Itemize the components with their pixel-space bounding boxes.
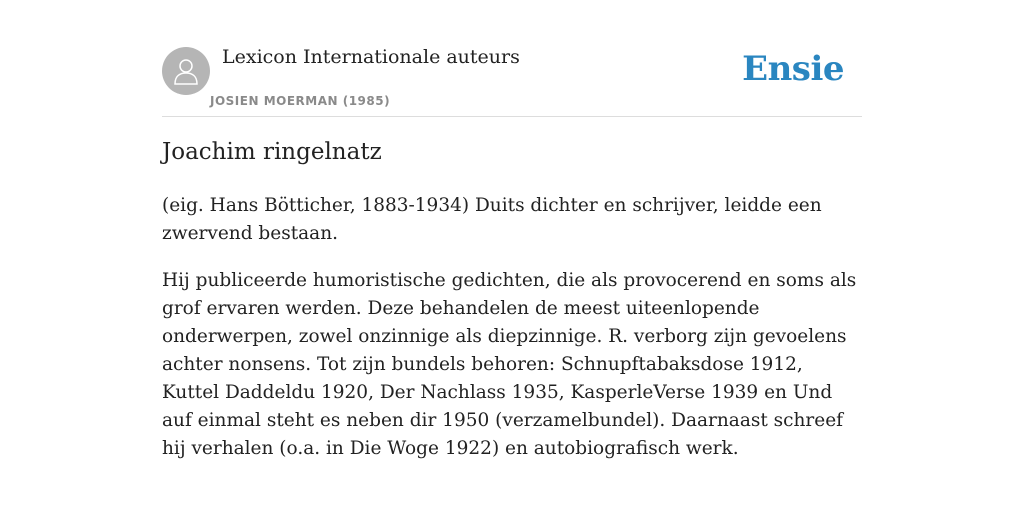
user-icon — [172, 56, 200, 86]
author-label[interactable]: JOSIEN MOERMAN (1985) — [210, 94, 391, 108]
article-title: Joachim ringelnatz — [162, 139, 382, 165]
article-paragraph-1: (eig. Hans Bötticher, 1883-1934) Duits dichter en schrijver, leidde een zwervend bestaan. — [162, 195, 822, 244]
avatar[interactable] — [162, 47, 210, 95]
ensie-logo[interactable]: Ensie — [742, 49, 844, 89]
page-content — [162, 0, 862, 459]
article-paragraph-2: Hij publiceerde humoristische gedichten, die als provocerend en soms als grof ervaren werden. Deze behandelen de meest uiteenlopende onderwerpen, zowel onzinnige als diepzinnige. R. verborg zijn gevoelens achter nonsens. Tot zijn bundels behoren: Schnupftabaksdose 1912, Kuttel Daddeldu 1920, Der Nachlass 1935, KasperleVerse 1939 en Und auf einmal steht es neben dir 1950 (verzamelbundel). Daarnaast schreef hij verhalen (o.a. in Die Woge 1922) en autobiografisch werk. — [162, 270, 857, 459]
source-title[interactable]: Lexicon Internationale auteurs — [222, 46, 520, 68]
source-header — [162, 0, 862, 117]
